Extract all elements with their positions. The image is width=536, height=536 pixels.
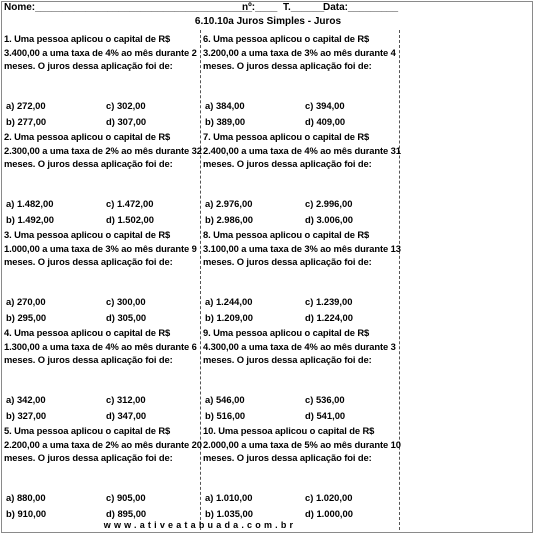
option-c: c) 300,00 (106, 296, 146, 307)
option-d: d) 409,00 (305, 116, 346, 127)
class-field: T.______ (283, 2, 325, 13)
question-stem: 3. Uma pessoa aplicou o capital de R$ 1.000,00 a uma taxa de 3% ao mês durante 9 meses. O juros dessa aplicação foi de: (4, 229, 197, 267)
answer-options (205, 490, 401, 522)
header-line (4, 2, 532, 14)
page-title: 6.10.10a Juros Simples - Juros (194, 16, 342, 27)
option-c: c) 312,00 (106, 394, 146, 405)
option-a: a) 384,00 (205, 100, 245, 111)
right-column (203, 32, 401, 522)
question-8 (203, 228, 401, 326)
option-a: a) 272,00 (6, 100, 46, 111)
option-b: b) 295,00 (6, 312, 47, 323)
question-1 (4, 32, 202, 130)
number-field: nº:____ (242, 2, 278, 13)
question-stem: 7. Uma pessoa aplicou o capital de R$ 2.400,00 a uma taxa de 4% ao mês durante 31 meses. O juros dessa aplicação foi de: (203, 131, 401, 169)
question-stem: 2. Uma pessoa aplicou o capital de R$ 2.300,00 a uma taxa de 2% ao mês durante 32 meses. O juros dessa aplicação foi de: (4, 131, 202, 169)
option-a: a) 2.976,00 (205, 198, 253, 209)
option-b: b) 516,00 (205, 410, 246, 421)
option-a: a) 1.010,00 (205, 492, 253, 503)
option-b: b) 277,00 (6, 116, 47, 127)
option-c: c) 394,00 (305, 100, 345, 111)
option-b: b) 327,00 (6, 410, 47, 421)
option-a: a) 270,00 (6, 296, 46, 307)
question-stem: 1. Uma pessoa aplicou o capital de R$ 3.400,00 a uma taxa de 4% ao mês durante 2 meses. O juros dessa aplicação foi de: (4, 33, 197, 71)
option-d: d) 307,00 (106, 116, 147, 127)
option-b: b) 2.986,00 (205, 214, 253, 225)
option-b: b) 1.209,00 (205, 312, 253, 323)
question-stem: 4. Uma pessoa aplicou o capital de R$ 1.300,00 a uma taxa de 4% ao mês durante 6 meses. O juros dessa aplicação foi de: (4, 327, 197, 365)
answer-options (6, 294, 202, 326)
left-column (4, 32, 202, 522)
answer-options (205, 196, 401, 228)
option-a: a) 1.482,00 (6, 198, 54, 209)
question-7 (203, 130, 401, 228)
question-9 (203, 326, 401, 424)
option-b: b) 1.035,00 (205, 508, 253, 519)
name-field: Nome:_______________________________________ (4, 2, 253, 13)
option-c: c) 2.996,00 (305, 198, 353, 209)
option-b: b) 389,00 (205, 116, 246, 127)
option-d: d) 541,00 (305, 410, 346, 421)
option-c: c) 1.020,00 (305, 492, 353, 503)
answer-options (6, 196, 202, 228)
question-3 (4, 228, 202, 326)
question-6 (203, 32, 401, 130)
question-stem: 6. Uma pessoa aplicou o capital de R$ 3.200,00 a uma taxa de 3% ao mês durante 4 meses. O juros dessa aplicação foi de: (203, 33, 396, 71)
question-10 (203, 424, 401, 522)
site-url: www.ativeatabuada.com.br (103, 520, 297, 530)
answer-options (6, 98, 202, 130)
question-stem: 10. Uma pessoa aplicou o capital de R$ 2.000,00 a uma taxa de 5% ao mês durante 10 meses. O juros dessa aplicação foi de: (203, 425, 401, 463)
option-c: c) 536,00 (305, 394, 345, 405)
option-d: d) 895,00 (106, 508, 147, 519)
option-c: c) 1.239,00 (305, 296, 353, 307)
question-stem: 9. Uma pessoa aplicou o capital de R$ 4.300,00 a uma taxa de 4% ao mês durante 3 meses. O juros dessa aplicação foi de: (203, 327, 396, 365)
option-c: c) 302,00 (106, 100, 146, 111)
option-d: d) 305,00 (106, 312, 147, 323)
answer-options (6, 392, 202, 424)
option-b: b) 1.492,00 (6, 214, 54, 225)
option-c: c) 905,00 (106, 492, 146, 503)
answer-options (6, 490, 202, 522)
option-d: d) 1.502,00 (106, 214, 154, 225)
option-a: a) 546,00 (205, 394, 245, 405)
answer-options (205, 392, 401, 424)
option-a: a) 880,00 (6, 492, 46, 503)
option-a: a) 342,00 (6, 394, 46, 405)
option-d: d) 1.224,00 (305, 312, 353, 323)
option-d: d) 347,00 (106, 410, 147, 421)
question-2 (4, 130, 202, 228)
question-stem: 5. Uma pessoa aplicou o capital de R$ 2.200,00 a uma taxa de 2% ao mês durante 20 meses. O juros dessa aplicação foi de: (4, 425, 202, 463)
option-a: a) 1.244,00 (205, 296, 253, 307)
answer-options (205, 294, 401, 326)
answer-options (205, 98, 401, 130)
question-5 (4, 424, 202, 522)
question-4 (4, 326, 202, 424)
option-d: d) 3.006,00 (305, 214, 353, 225)
option-d: d) 1.000,00 (305, 508, 353, 519)
date-field: Data:_________ (323, 2, 399, 13)
question-stem: 8. Uma pessoa aplicou o capital de R$ 3.100,00 a uma taxa de 3% ao mês durante 13 meses. O juros dessa aplicação foi de: (203, 229, 401, 267)
option-c: c) 1.472,00 (106, 198, 154, 209)
option-b: b) 910,00 (6, 508, 47, 519)
